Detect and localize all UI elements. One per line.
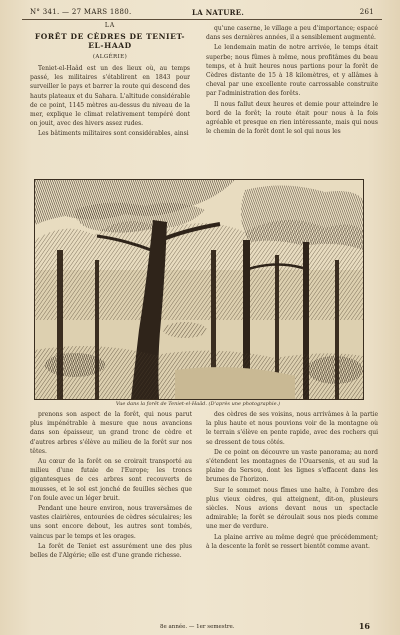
text-column-1: [30, 64, 190, 140]
text-column-3: [30, 410, 192, 561]
paragraph: La forêt de Teniet est assurément une des plus belles de l'Algérie; elle est d'une grande richesse.: [30, 542, 192, 560]
journal-name: LA NATURE.: [192, 8, 245, 17]
page-number: 261: [359, 8, 374, 16]
paragraph: des cèdres de ses voisins, nous arrivâmes à la partie la plus haute et nous pouvions voir de la montagne où le terrain s'élève en pente rapide, avec des rochers qui se dressent de tous côtés.: [206, 411, 378, 446]
paragraph: Au cœur de la forêt on se croirait transporté au milieu d'une futaie de l'Europe; les troncs gigantesques de ces arbres sont recouverts de mousses, et le sol est jonché de feuilles sèches que l'on foule avec un léger bruit.: [30, 458, 192, 502]
paragraph: Pendant une heure environ, nous traversâmes de vastes clairières, entourées de cèdres séculaires; les uns sont encore debout, les autres sont tombés, vaincus par le temps et les orages.: [30, 505, 192, 540]
issue-date: N° 341. — 27 MARS 1880.: [30, 8, 132, 16]
figure-caption: Vue dans la forêt de Teniet-el-Haâd. (D'après une photographie.): [115, 401, 281, 407]
article-title-prefix: LA: [104, 22, 116, 29]
paragraph: prenons son aspect de la forêt, qui nous parut plus impénétrable à mesure que nous avancions dans son épaisseur, un grand tronc de cèdre et d'autres arbres s'élève au milieu de la forêt sur nos têtes.: [30, 411, 192, 455]
paragraph: Il nous fallut deux heures et demie pour atteindre le bord de la forêt; la route était pour nous à la fois agréable et presque en rien intéressante, mais qui nous le chemin de la forêt dont le sol qui nous les: [206, 100, 378, 136]
paragraph: Teniet-el-Haâd est un des lieux où, au temps passé, les militaires s'établirent en 1843 pour surveiller le pays et barrer la route qui descend des hauts plateaux et du Sahara. L'altitude considérable de ce point, 1145 mètres au-dessus du niveau de la mer, explique le climat relativement tempéré dont on jouit, avec des hivers assez rudes.: [30, 65, 190, 128]
volume-line: 8e année. — 1er semestre.: [160, 624, 235, 630]
signature-mark: 16: [358, 621, 370, 631]
header-rule: [22, 19, 382, 20]
forest-engraving: [34, 179, 364, 400]
paragraph: Les bâtiments militaires sont considérables, ainsi: [38, 130, 189, 138]
article-title: FORÊT DE CÈDRES DE TENIET-EL-HAAD: [34, 32, 186, 50]
text-column-2: [206, 24, 378, 137]
article-title-block: [30, 22, 190, 60]
paragraph: De ce point on découvre un vaste panorama; au nord s'étendent les montagnes de l'Ouarsenis, et au sud la plaine du Sersou, dont les lignes s'effacent dans les brumes de l'horizon.: [206, 448, 378, 484]
article-region: (ALGÉRIE): [92, 54, 128, 60]
cedar-forest-illustration: [35, 180, 363, 399]
paragraph: Sur le sommet nous fîmes une halte, à l'ombre des plus vieux cèdres, qui atteignent, dit-on, plusieurs siècles. Nous avions devant nous un spectacle admirable; la forêt se déroulait sous nos pieds comme une mer de verdure.: [206, 486, 378, 531]
paragraph: Le lendemain matin de notre arrivée, le temps était superbe; nous fûmes à même, nous profitâmes du beau temps, et à huit heures nous partions pour la forêt de Cèdres distante de 15 à 18 kilomètres, et y allâmes à cheval par une excellente route carrossable construite par l'administration des forêts.: [206, 44, 378, 98]
paragraph: qu'une caserne, le village a peu d'importance; espacé dans ses dernières années, il a sensiblement augmenté.: [206, 25, 378, 42]
text-column-4: [206, 410, 378, 552]
page-header: [22, 6, 382, 18]
paragraph: La plaine arrive au même degré que précédemment; à la descente la forêt se ressert bientôt comme avant.: [206, 533, 378, 550]
